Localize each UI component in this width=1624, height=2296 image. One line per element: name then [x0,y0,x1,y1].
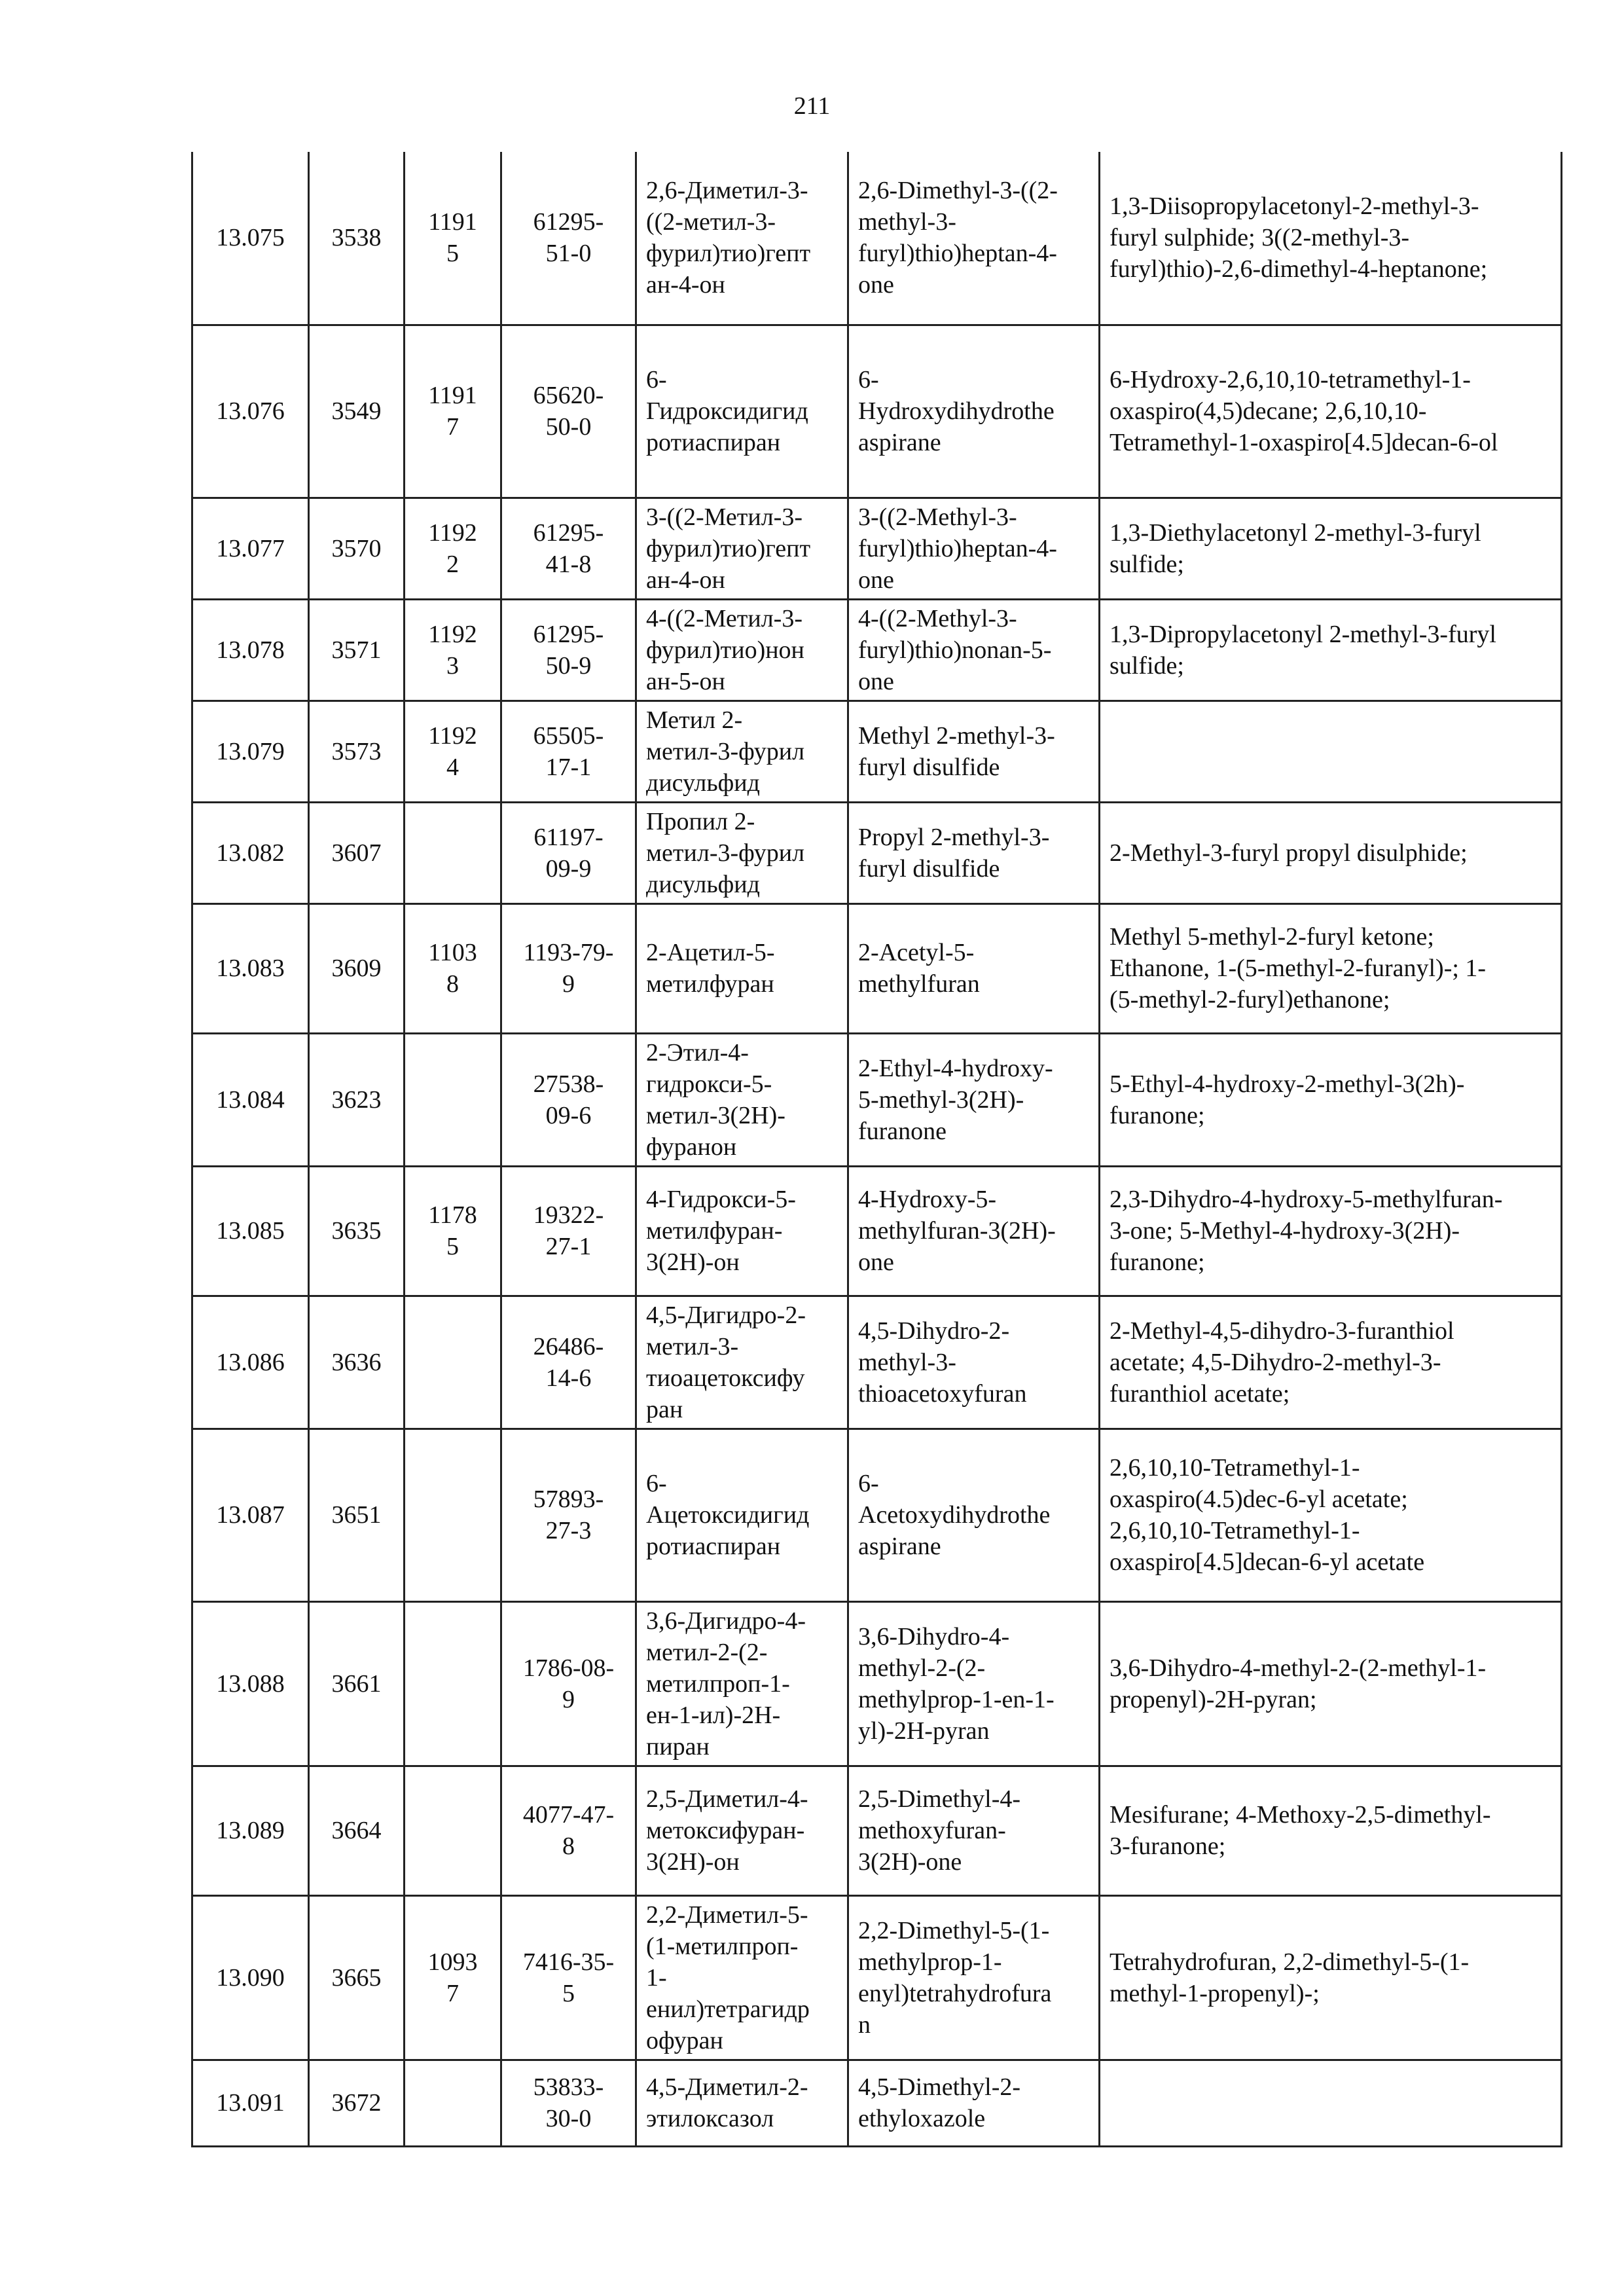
table-row [192,599,1562,701]
cell-name-russian: 2-Ацетил-5- метилфуран [636,903,848,1033]
cell-name-russian: 3,6-Дигидро-4- метил-2-(2- метилпроп-1- ен-1-ил)-2H- пиран [636,1601,848,1766]
cell-cas-number: 61197- 09-9 [501,802,636,903]
cell-name-russian: Метил 2- метил-3-фурил дисульфид [636,701,848,802]
cell-synonyms [1100,701,1562,802]
cell-number: 13.084 [192,1033,309,1166]
cell-synonyms: 1,3-Diethylacetonyl 2-methyl-3-furyl sulfide; [1100,498,1562,599]
cell-cas-number: 27538- 09-6 [501,1033,636,1166]
cell-cas-number: 19322- 27-1 [501,1166,636,1296]
cell-cas-number: 1786-08- 9 [501,1601,636,1766]
cell-fema-number: 3538 [309,152,405,325]
cell-cas-number: 26486- 14-6 [501,1296,636,1429]
cell-fema-number: 3651 [309,1429,405,1601]
cell-coe-number: 1191 5 [405,152,501,325]
substances-table [191,152,1562,2147]
cell-name-english: 4,5-Dihydro-2- methyl-3- thioacetoxyfuran [848,1296,1100,1429]
cell-coe-number [405,1296,501,1429]
cell-name-russian: 4-Гидрокси-5- метилфуран- 3(2H)-он [636,1166,848,1296]
cell-synonyms: 2-Methyl-3-furyl propyl disulphide; [1100,802,1562,903]
cell-synonyms [1100,2060,1562,2146]
table-row [192,1296,1562,1429]
table-row [192,1033,1562,1166]
table-body [192,152,1562,2146]
cell-fema-number: 3607 [309,802,405,903]
cell-synonyms: 5-Ethyl-4-hydroxy-2-methyl-3(2h)- furanone; [1100,1033,1562,1166]
table-row [192,1429,1562,1601]
cell-cas-number: 61295- 41-8 [501,498,636,599]
cell-cas-number: 7416-35- 5 [501,1895,636,2060]
cell-cas-number: 65620- 50-0 [501,325,636,498]
cell-fema-number: 3573 [309,701,405,802]
cell-cas-number: 57893- 27-3 [501,1429,636,1601]
cell-name-english: 2-Acetyl-5- methylfuran [848,903,1100,1033]
cell-coe-number [405,1601,501,1766]
cell-synonyms: 3,6-Dihydro-4-methyl-2-(2-methyl-1- propenyl)-2H-pyran; [1100,1601,1562,1766]
cell-cas-number: 61295- 51-0 [501,152,636,325]
cell-fema-number: 3609 [309,903,405,1033]
cell-name-russian: 3-((2-Метил-3- фурил)тио)гепт ан-4-он [636,498,848,599]
substances-table-container [191,152,1561,2147]
cell-name-english: 2-Ethyl-4-hydroxy- 5-methyl-3(2H)- furanone [848,1033,1100,1166]
cell-coe-number: 1103 8 [405,903,501,1033]
cell-cas-number: 1193-79- 9 [501,903,636,1033]
table-row [192,1895,1562,2060]
cell-coe-number [405,1429,501,1601]
cell-synonyms: 2-Methyl-4,5-dihydro-3-furanthiol acetate; 4,5-Dihydro-2-methyl-3- furanthiol acetate; [1100,1296,1562,1429]
table-row [192,1601,1562,1766]
table-row [192,701,1562,802]
cell-coe-number [405,802,501,903]
cell-name-russian: 4,5-Диметил-2- этилоксазол [636,2060,848,2146]
cell-synonyms: 2,6,10,10-Tetramethyl-1- oxaspiro(4.5)dec-6-yl acetate; 2,6,10,10-Tetramethyl-1- oxaspiro[4.5]decan-6-yl acetate [1100,1429,1562,1601]
cell-number: 13.079 [192,701,309,802]
cell-number: 13.077 [192,498,309,599]
cell-name-english: 4-Hydroxy-5- methylfuran-3(2H)- one [848,1166,1100,1296]
cell-fema-number: 3661 [309,1601,405,1766]
cell-fema-number: 3549 [309,325,405,498]
cell-synonyms: Methyl 5-methyl-2-furyl ketone; Ethanone, 1-(5-methyl-2-furanyl)-; 1- (5-methyl-2-furyl)ethanone; [1100,903,1562,1033]
cell-number: 13.091 [192,2060,309,2146]
cell-synonyms: Mesifurane; 4-Methoxy-2,5-dimethyl- 3-furanone; [1100,1766,1562,1895]
table-row [192,498,1562,599]
cell-name-english: 3,6-Dihydro-4- methyl-2-(2- methylprop-1-en-1- yl)-2H-pyran [848,1601,1100,1766]
cell-fema-number: 3636 [309,1296,405,1429]
cell-coe-number: 1192 4 [405,701,501,802]
cell-number: 13.090 [192,1895,309,2060]
cell-name-english: 6- Hydroxydihydrothe aspirane [848,325,1100,498]
cell-synonyms: 2,3-Dihydro-4-hydroxy-5-methylfuran- 3-one; 5-Methyl-4-hydroxy-3(2H)- furanone; [1100,1166,1562,1296]
cell-coe-number [405,1766,501,1895]
cell-name-russian: 2,5-Диметил-4- метоксифуран- 3(2H)-он [636,1766,848,1895]
cell-name-russian: 4,5-Дигидро-2- метил-3- тиоацетоксифу ран [636,1296,848,1429]
cell-name-russian: 2,2-Диметил-5- (1-метилпроп- 1- енил)тетрагидр офуран [636,1895,848,2060]
table-row [192,1166,1562,1296]
cell-name-english: 2,2-Dimethyl-5-(1- methylprop-1- enyl)tetrahydrofura n [848,1895,1100,2060]
cell-name-russian: 2,6-Диметил-3- ((2-метил-3- фурил)тио)гепт ан-4-он [636,152,848,325]
cell-name-russian: 6- Ацетоксидигид ротиаспиран [636,1429,848,1601]
cell-name-russian: Пропил 2- метил-3-фурил дисульфид [636,802,848,903]
cell-name-english: 6- Acetoxydihydrothe aspirane [848,1429,1100,1601]
cell-fema-number: 3672 [309,2060,405,2146]
cell-coe-number: 1178 5 [405,1166,501,1296]
table-row [192,325,1562,498]
cell-name-russian: 2-Этил-4- гидрокси-5- метил-3(2H)- фуранон [636,1033,848,1166]
cell-number: 13.087 [192,1429,309,1601]
cell-cas-number: 65505- 17-1 [501,701,636,802]
cell-name-english: 2,6-Dimethyl-3-((2- methyl-3- furyl)thio)heptan-4- one [848,152,1100,325]
cell-coe-number [405,2060,501,2146]
cell-number: 13.086 [192,1296,309,1429]
cell-coe-number [405,1033,501,1166]
cell-name-english: 4,5-Dimethyl-2- ethyloxazole [848,2060,1100,2146]
table-row [192,903,1562,1033]
cell-name-english: 4-((2-Methyl-3- furyl)thio)nonan-5- one [848,599,1100,701]
table-row [192,152,1562,325]
cell-synonyms: 6-Hydroxy-2,6,10,10-tetramethyl-1- oxaspiro(4,5)decane; 2,6,10,10- Tetramethyl-1-oxaspiro[4.5]decan-6-ol [1100,325,1562,498]
cell-number: 13.078 [192,599,309,701]
cell-name-english: 3-((2-Methyl-3- furyl)thio)heptan-4- one [848,498,1100,599]
cell-coe-number: 1191 7 [405,325,501,498]
cell-number: 13.088 [192,1601,309,1766]
cell-fema-number: 3570 [309,498,405,599]
page-number: 211 [793,92,831,120]
cell-name-russian: 4-((2-Метил-3- фурил)тио)нон ан-5-он [636,599,848,701]
cell-number: 13.082 [192,802,309,903]
cell-synonyms: 1,3-Dipropylacetonyl 2-methyl-3-furyl sulfide; [1100,599,1562,701]
cell-coe-number: 1192 2 [405,498,501,599]
cell-name-english: 2,5-Dimethyl-4- methoxyfuran- 3(2H)-one [848,1766,1100,1895]
cell-cas-number: 61295- 50-9 [501,599,636,701]
cell-fema-number: 3623 [309,1033,405,1166]
cell-fema-number: 3664 [309,1766,405,1895]
cell-coe-number: 1093 7 [405,1895,501,2060]
cell-number: 13.089 [192,1766,309,1895]
cell-number: 13.085 [192,1166,309,1296]
cell-cas-number: 4077-47- 8 [501,1766,636,1895]
table-row [192,1766,1562,1895]
table-row [192,2060,1562,2146]
cell-cas-number: 53833- 30-0 [501,2060,636,2146]
cell-synonyms: Tetrahydrofuran, 2,2-dimethyl-5-(1- methyl-1-propenyl)-; [1100,1895,1562,2060]
table-row [192,802,1562,903]
cell-number: 13.076 [192,325,309,498]
cell-synonyms: 1,3-Diisopropylacetonyl-2-methyl-3- furyl sulphide; 3((2-methyl-3- furyl)thio)-2,6-dimethyl-4-heptanone; [1100,152,1562,325]
cell-number: 13.083 [192,903,309,1033]
cell-number: 13.075 [192,152,309,325]
cell-name-russian: 6- Гидроксидигид ротиаспиран [636,325,848,498]
cell-coe-number: 1192 3 [405,599,501,701]
cell-name-english: Methyl 2-methyl-3- furyl disulfide [848,701,1100,802]
cell-fema-number: 3635 [309,1166,405,1296]
cell-fema-number: 3665 [309,1895,405,2060]
cell-name-english: Propyl 2-methyl-3- furyl disulfide [848,802,1100,903]
cell-fema-number: 3571 [309,599,405,701]
